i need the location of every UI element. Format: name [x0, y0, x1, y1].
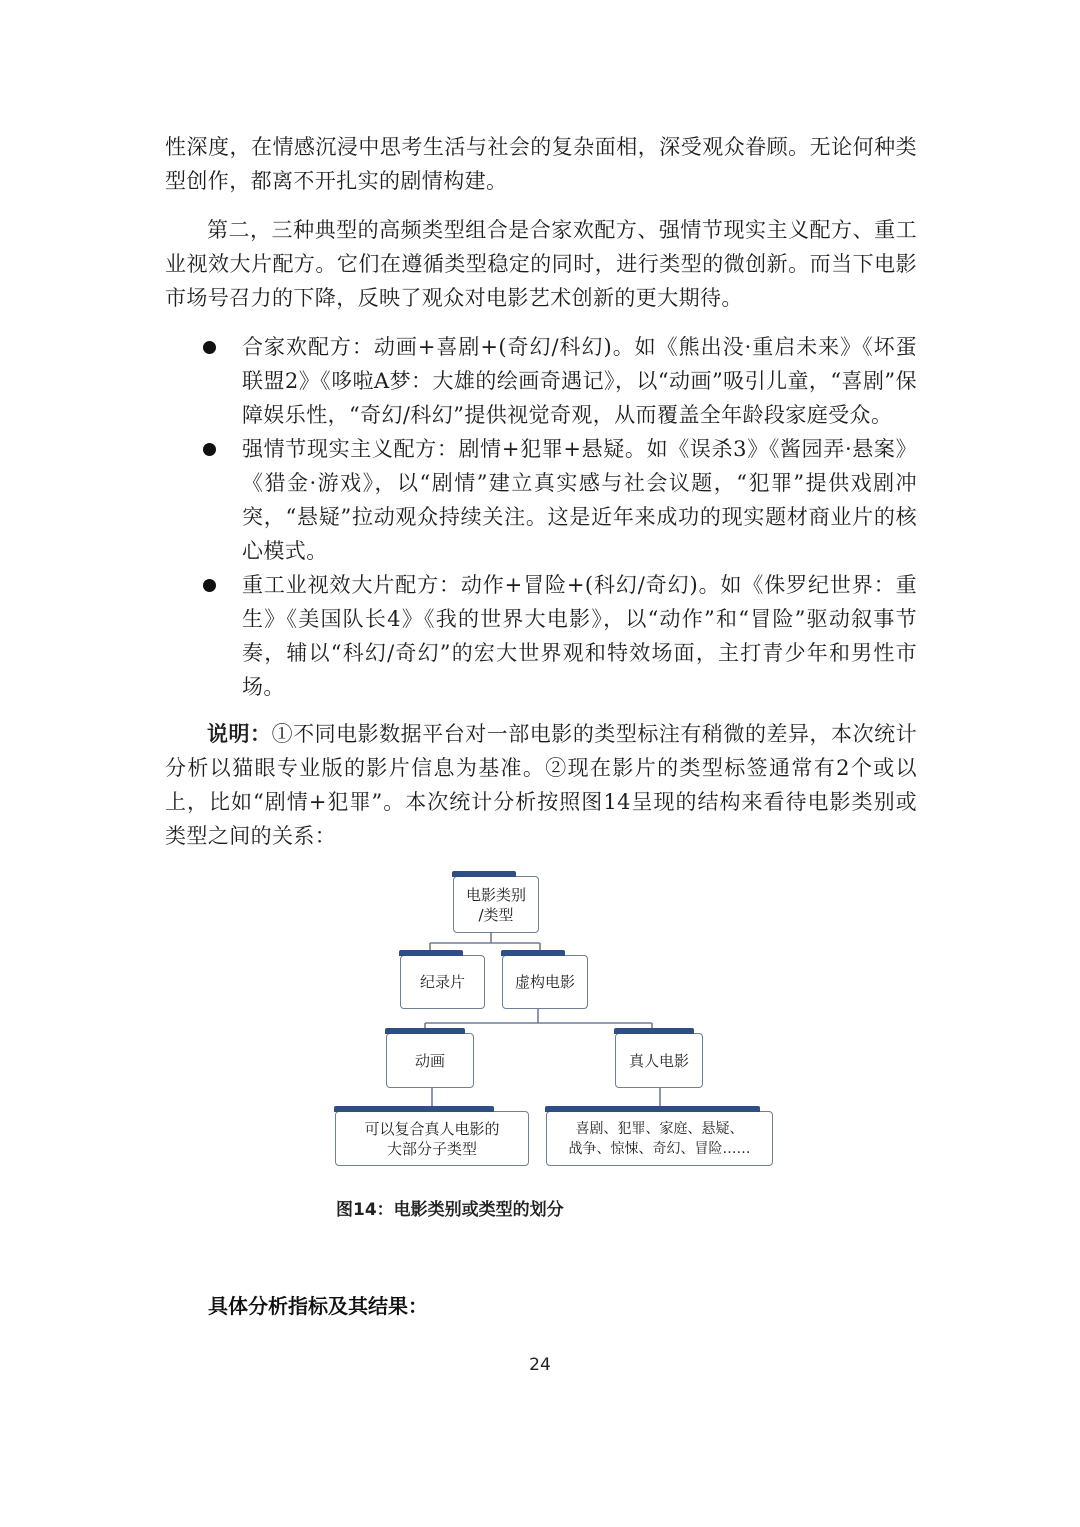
node-animation-description	[335, 1111, 529, 1166]
bullet-item-realism	[200, 432, 917, 568]
node-documentary	[400, 955, 485, 1009]
node-label: 动画	[414, 1051, 445, 1070]
node-animation	[386, 1033, 474, 1088]
node-accent-bar	[334, 1106, 494, 1112]
node-label: 电影类别 /类型	[465, 885, 526, 924]
bullet-text: 强情节现实主义配方：剧情+犯罪+悬疑。如《误杀3》《酱园弄·悬案》《猎金·游戏》，以“剧情”建立真实感与社会议题，“犯罪”提供戏剧冲突，“悬疑”拉动观众持续关注。这是近年来成功的现实题材商业片的核心模式。	[242, 437, 917, 563]
bullet-item-family	[200, 330, 917, 432]
node-film-category	[453, 876, 539, 933]
node-label: 喜剧、犯罪、家庭、悬疑、 战争、惊悚、奇幻、冒险……	[568, 1120, 751, 1157]
node-live-action-subtypes	[546, 1111, 773, 1166]
node-label: 虚构电影	[514, 973, 575, 991]
node-label: 可以复合真人电影的 大部分子类型	[364, 1119, 500, 1158]
genre-tree-diagram	[320, 865, 780, 1175]
bullet-text: 重工业视效大片配方：动作+冒险+(科幻/奇幻)。如《侏罗纪世界：重生》《美国队长4》《我的世界大电影》，以“动作”和“冒险”驱动叙事节奏，辅以“科幻/奇幻”的宏大世界观和特效场面，主打青少年和男性市场。	[242, 573, 917, 699]
paragraph-continuation: 性深度，在情感沉浸中思考生活与社会的复杂面相，深受观众眷顾。无论何种类型创作，都离不开扎实的剧情构建。	[165, 135, 917, 193]
paragraph-second-point: 第二，三种典型的高频类型组合是合家欢配方、强情节现实主义配方、重工业视效大片配方。它们在遵循类型稳定的同时，进行类型的微创新。而当下电影市场号召力的下降，反映了观众对电影艺术创新的更大期待。	[165, 218, 917, 310]
figure-caption: 图14：电影类别或类型的划分	[336, 1200, 564, 1220]
bullet-dot-icon	[203, 341, 216, 354]
node-label: 纪录片	[419, 973, 465, 991]
node-label: 真人电影	[628, 1051, 689, 1070]
node-accent-bar	[545, 1106, 760, 1112]
note-paragraph	[165, 717, 917, 853]
node-accent-bar	[399, 950, 463, 956]
node-fiction-film	[502, 955, 588, 1009]
node-accent-bar	[452, 871, 516, 877]
node-accent-bar	[614, 1028, 694, 1034]
node-live-action	[615, 1033, 703, 1088]
node-accent-bar	[501, 950, 565, 956]
note-label: 说明：	[207, 721, 272, 746]
bullet-dot-icon	[203, 579, 216, 592]
formula-bullet-list	[200, 330, 917, 704]
bullet-text: 合家欢配方：动画+喜剧+(奇幻/科幻)。如《熊出没·重启未来》《坏蛋联盟2》《哆啦A梦：大雄的绘画奇遇记》，以“动画”吸引儿童，“喜剧”保障娱乐性，“奇幻/科幻”提供视觉奇观，从而覆盖全年龄段家庭受众。	[242, 335, 917, 427]
bullet-dot-icon	[203, 443, 216, 456]
node-accent-bar	[385, 1028, 465, 1034]
page-number: 24	[529, 1355, 551, 1375]
section-subheading: 具体分析指标及其结果：	[208, 1294, 428, 1318]
note-text: ①不同电影数据平台对一部电影的类型标注有稍微的差异，本次统计分析以猫眼专业版的影片信息为基准。②现在影片的类型标签通常有2个或以上，比如“剧情+犯罪”。本次统计分析按照图14呈现的结构来看待电影类别或类型之间的关系：	[165, 722, 918, 848]
bullet-item-blockbuster	[200, 568, 917, 704]
